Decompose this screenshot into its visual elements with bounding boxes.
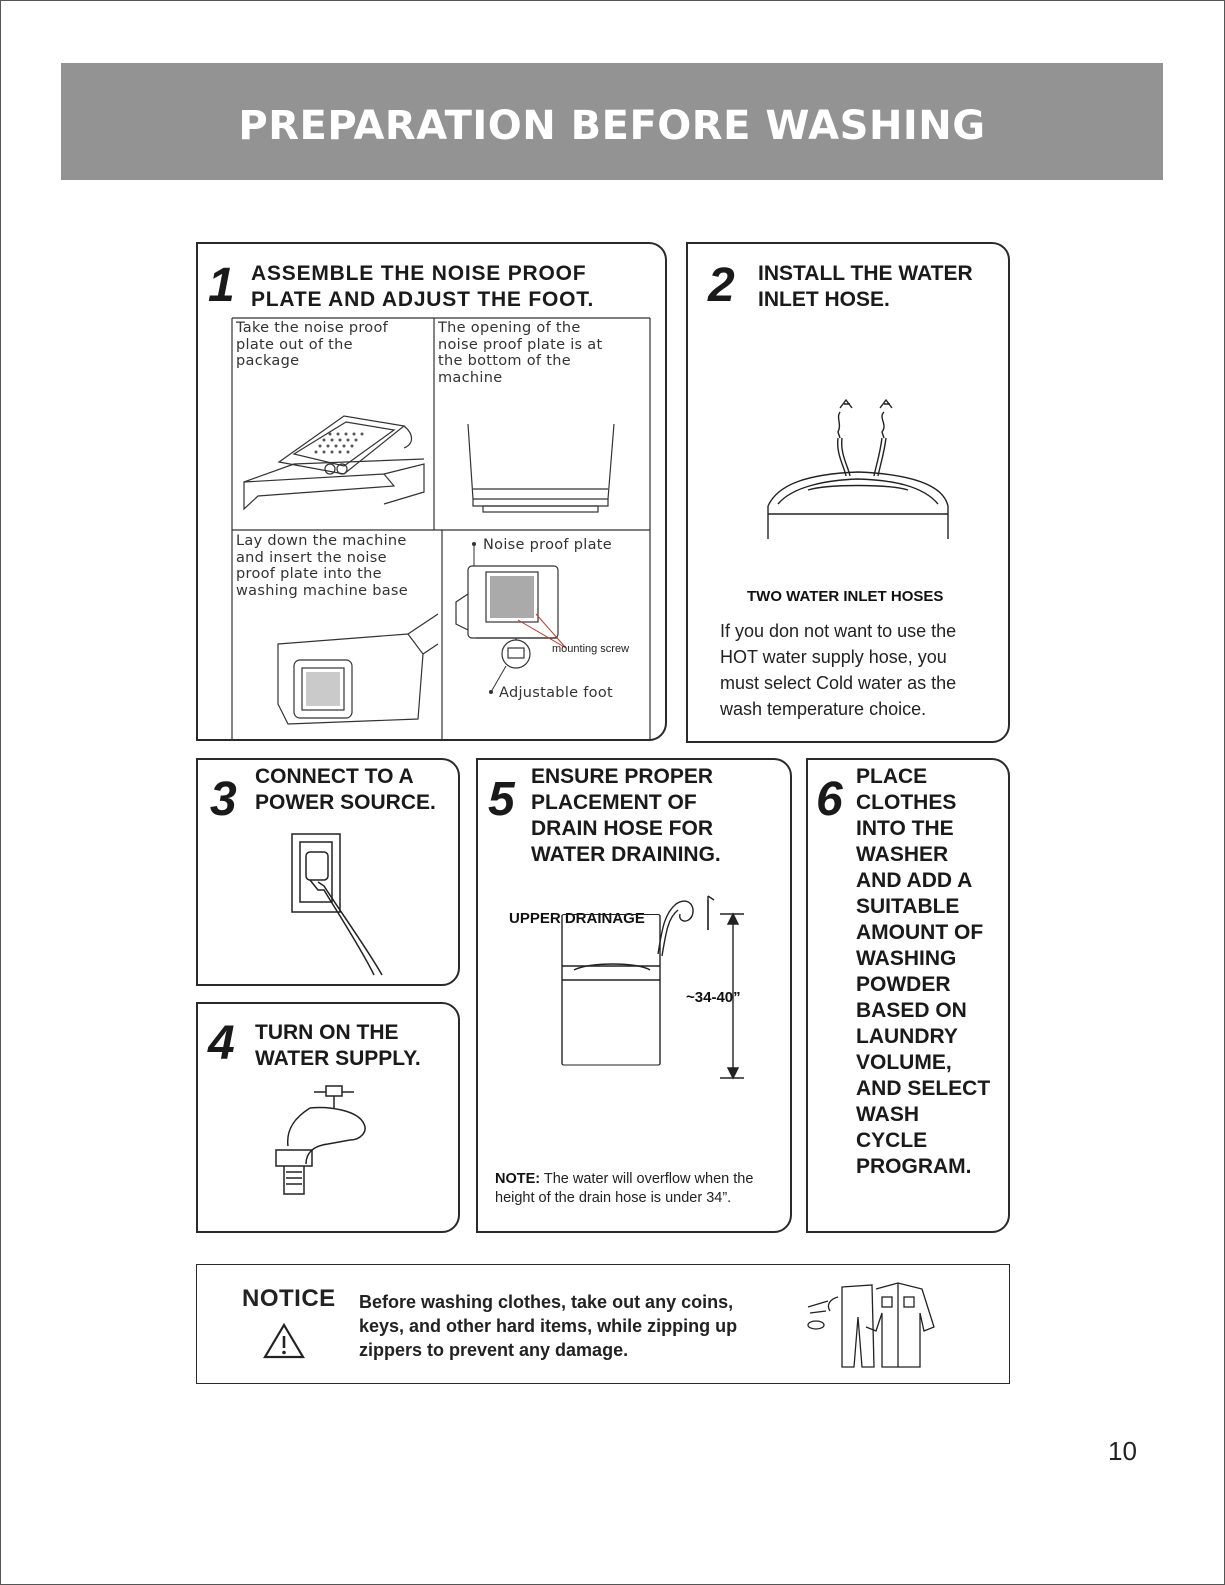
step-5-note (495, 1170, 785, 1208)
step-4-number: 4 (208, 1017, 235, 1070)
drain-height-label: ~34-40” (686, 989, 741, 1006)
page-title: PREPARATION BEFORE WASHING (238, 102, 986, 149)
upper-drainage-label: UPPER DRAINAGE (509, 910, 645, 927)
noise-plate-label: Noise proof plate (483, 537, 612, 553)
step-5-note-label: NOTE: (495, 1171, 541, 1187)
package-plate-illustration (234, 404, 429, 514)
drain-hose-illustration (558, 900, 778, 1140)
mounting-screw-label: mounting screw (552, 643, 630, 655)
adjustable-foot-label: Adjustable foot (499, 685, 614, 701)
step-2-title: INSTALL THE WATER INLET HOSE. (758, 262, 973, 311)
notice-body: Before washing clothes, take out any coins, keys, and other hard items, while zipping up zippers to prevent any damage. (359, 1292, 738, 1360)
page-number: 10 (1108, 1436, 1137, 1466)
notice-panel (196, 1264, 1010, 1384)
noise-plate-detail-illustration (446, 544, 646, 704)
step-3-title: CONNECT TO A POWER SOURCE. (255, 765, 436, 814)
step-6-number: 6 (816, 773, 843, 826)
step-5-number: 5 (488, 773, 515, 826)
laid-down-machine-illustration (258, 624, 438, 739)
step-2-number: 2 (708, 259, 735, 312)
clothes-pockets-illustration (802, 1277, 962, 1377)
step-4-panel (196, 1002, 460, 1233)
step-5-note-text: The water will overflow when the height of the drain hose is under 34”. (495, 1171, 754, 1206)
step-1-panel (196, 242, 667, 741)
water-inlet-hoses-illustration (748, 394, 958, 544)
step-5-title: ENSURE PROPER PLACEMENT OF DRAIN HOSE FOR WATER DRAINING. (531, 765, 721, 866)
step-1-title: ASSEMBLE THE NOISE PROOF PLATE AND ADJUST THE FOOT. (251, 262, 595, 311)
notice-title: NOTICE (242, 1285, 336, 1312)
warning-triangle-icon (263, 1323, 305, 1359)
step-4-title: TURN ON THE WATER SUPPLY. (255, 1021, 421, 1070)
step-2-caption: TWO WATER INLET HOSES (747, 588, 944, 605)
step-6-title: PLACE CLOTHES INTO THE WASHER AND ADD A SUITABLE AMOUNT OF WASHING POWDER BASED ON LAUNDRY VOLUME, AND SELECT WASH CYCLE PROGRAM. (856, 765, 991, 1178)
step-3-number: 3 (210, 773, 237, 826)
step-1-cell-2-text: The opening of the noise proof plate is at the bottom of the machine (438, 320, 603, 386)
step-1-cell-1-text: Take the noise proof plate out of the package (236, 320, 389, 369)
step-3-panel (196, 758, 460, 986)
step-2-body: If you don not want to use the HOT water supply hose, you must select Cold water as the wash temperature choice. (720, 621, 957, 719)
step-6-panel (806, 758, 1010, 1233)
step-1-number: 1 (208, 259, 235, 312)
step-1-cell-3-text: Lay down the machine and insert the noise proof plate into the washing machine base (236, 533, 409, 599)
power-outlet-illustration (278, 830, 408, 980)
step-2-panel (686, 242, 1010, 743)
step-5-panel (476, 758, 792, 1233)
machine-bottom-illustration (438, 414, 648, 524)
header-banner (61, 63, 1163, 180)
water-tap-illustration (268, 1084, 388, 1234)
